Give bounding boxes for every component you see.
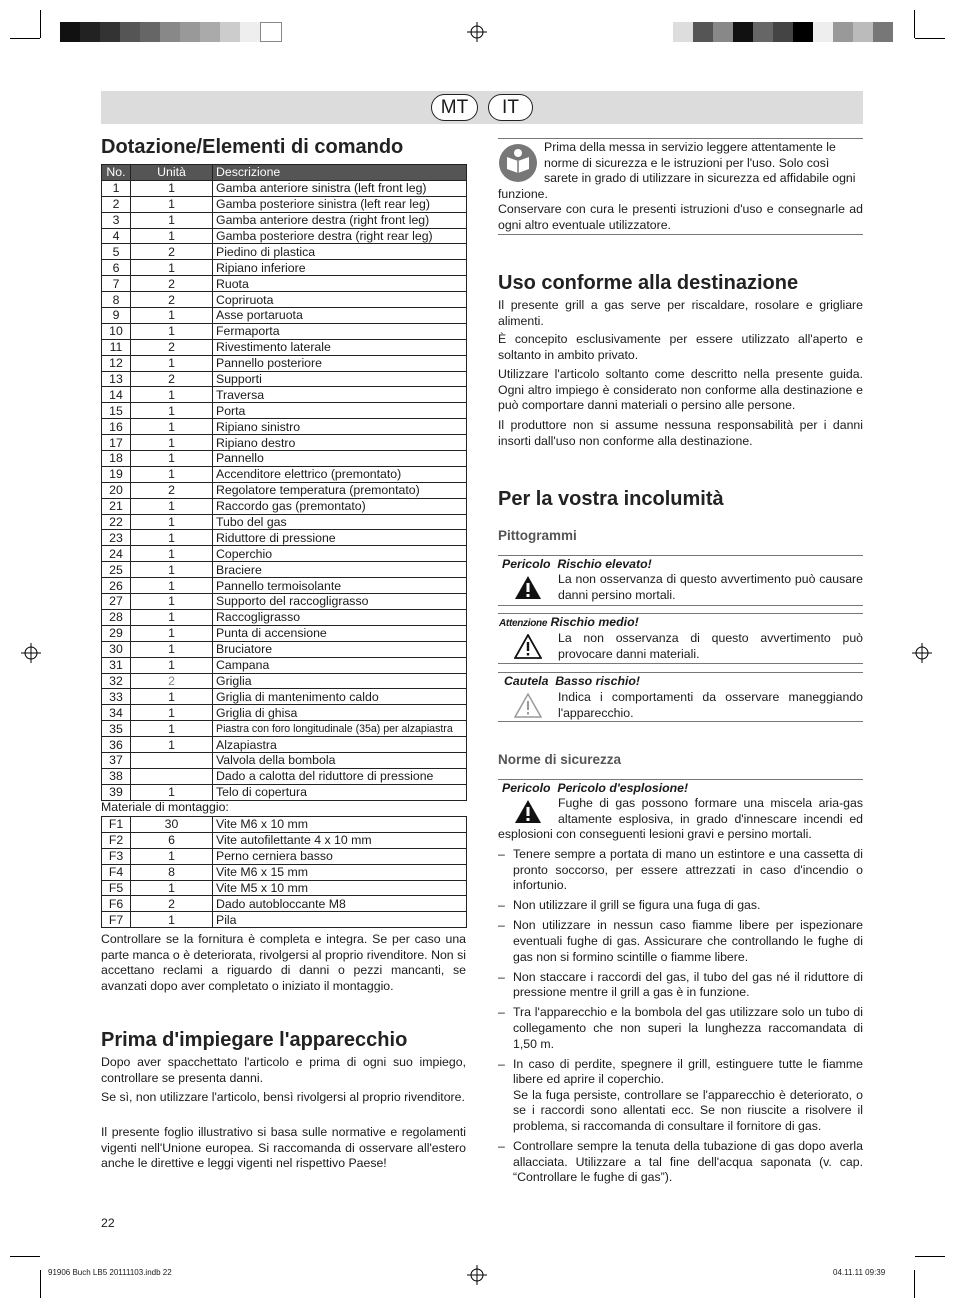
table-row xyxy=(102,689,467,705)
table-row xyxy=(102,530,467,546)
crop-mark xyxy=(10,1256,40,1257)
part-quantity: 1 xyxy=(131,180,213,196)
part-description: Gamba anteriore sinistra (left front leg) xyxy=(213,180,467,196)
table-row xyxy=(102,864,467,880)
warning-title: Rischio medio! xyxy=(550,615,639,629)
intro-text: Prima della messa in servizio leggere attentamente le norme di sicurezza e le istruzioni per l'uso. Solo così sarete in grado di utilizzare in sicurezza ed affidabile ogni funzione. xyxy=(498,140,856,201)
part-description: Regolatore temperatura (premontato) xyxy=(213,482,467,498)
part-description: Supporti xyxy=(213,371,467,387)
divider xyxy=(498,138,863,139)
warning-triangle-filled-icon xyxy=(514,799,542,824)
warning-level: Cautela xyxy=(504,674,549,688)
list-item xyxy=(498,970,863,1001)
part-number: 11 xyxy=(102,339,131,355)
warning-triangle-outline-icon xyxy=(514,634,542,659)
warning-level: Pericolo xyxy=(502,781,551,795)
part-description: Gamba anteriore destra (right front leg) xyxy=(213,212,467,228)
part-number: 13 xyxy=(102,371,131,387)
part-number: 30 xyxy=(102,641,131,657)
intended-use-paragraph: È concepito esclusivamente per essere utilizzato all'aperto e soltanto in ambito privato. xyxy=(498,332,863,362)
part-quantity: 1 xyxy=(131,308,213,324)
part-quantity: 1 xyxy=(131,689,213,705)
parts-table xyxy=(101,164,467,801)
parts-title: Dotazione/Elementi di comando xyxy=(101,136,404,158)
part-description: Raccordo gas (premontato) xyxy=(213,498,467,514)
part-quantity: 1 xyxy=(131,435,213,451)
table-row xyxy=(102,896,467,912)
divider xyxy=(498,234,863,235)
part-number: 9 xyxy=(102,308,131,324)
part-number: 18 xyxy=(102,451,131,467)
bullet-text: Non staccare i raccordi del gas, il tubo del gas né il riduttore di pressione mentre il grill a gas è in funzione. xyxy=(513,969,863,1000)
part-quantity: 1 xyxy=(131,546,213,562)
part-number: 21 xyxy=(102,498,131,514)
part-description: Piedino di plastica xyxy=(213,244,467,260)
list-item xyxy=(498,918,863,965)
mounting-label: Materiale di montaggio: xyxy=(101,800,229,814)
bullet-text: Non utilizzare il grill se figura una fuga di gas. xyxy=(513,898,761,913)
part-description: Gamba posteriore destra (right rear leg) xyxy=(213,228,467,244)
part-quantity: 1 xyxy=(131,387,213,403)
divider xyxy=(498,555,863,556)
mounting-quantity: 6 xyxy=(131,832,213,848)
before-use-paragraph: Il presente foglio illustrativo si basa sulle normative e regolamenti vigenti nell'Unione europea. Si raccomanda di osservare all'estero anche le direttive e leggi vigenti nel rispettivo Paese! xyxy=(101,1125,466,1171)
crop-mark xyxy=(914,1270,915,1298)
part-number: 39 xyxy=(102,784,131,800)
part-quantity: 1 xyxy=(131,657,213,673)
part-number: 12 xyxy=(102,355,131,371)
table-row xyxy=(102,323,467,339)
table-row xyxy=(102,419,467,435)
part-number: 4 xyxy=(102,228,131,244)
bullet-dash: – xyxy=(498,969,505,984)
mounting-code: F5 xyxy=(102,880,131,896)
safety-norms-subtitle: Norme di sicurezza xyxy=(498,752,622,767)
part-number: 25 xyxy=(102,562,131,578)
part-number: 1 xyxy=(102,180,131,196)
part-number: 38 xyxy=(102,768,131,784)
mounting-quantity: 2 xyxy=(131,896,213,912)
part-quantity: 1 xyxy=(131,578,213,594)
part-quantity: 1 xyxy=(131,403,213,419)
part-quantity: 2 xyxy=(131,276,213,292)
part-number: 22 xyxy=(102,514,131,530)
part-description: Tubo del gas xyxy=(213,514,467,530)
mounting-description: Vite M6 x 15 mm xyxy=(213,864,467,880)
part-quantity: 1 xyxy=(131,721,213,737)
safety-title: Per la vostra incolumità xyxy=(498,488,724,510)
part-number: 33 xyxy=(102,689,131,705)
warning-title: Rischio elevato! xyxy=(557,557,652,571)
part-description: Traversa xyxy=(213,387,467,403)
mounting-code: F6 xyxy=(102,896,131,912)
part-number: 8 xyxy=(102,292,131,308)
bullet-text: In caso di perdite, spegnere il grill, estinguere tutte le fiamme libere ed aprire il coperchio. xyxy=(513,1056,863,1087)
bullet-text-continued: Se la fuga persiste, controllare se l'apparecchio è deteriorato, o se i raccordi sono allentati ecc. Se non riuscite a risolvere il problema, si raccomanda di consultare il fornitore di gas. xyxy=(513,1087,863,1133)
part-quantity: 1 xyxy=(131,466,213,482)
warning-text: Fughe di gas possono formare una miscela aria-gas altamente esplosiva, in grado d'innescare incendi ed esplosioni con conseguenti lesioni gravi e persino mortali. xyxy=(498,796,863,842)
table-row xyxy=(102,880,467,896)
table-row xyxy=(102,180,467,196)
part-quantity: 1 xyxy=(131,594,213,610)
mounting-code: F1 xyxy=(102,817,131,833)
table-row xyxy=(102,625,467,641)
mounting-code: F7 xyxy=(102,912,131,928)
part-description: Braciere xyxy=(213,562,467,578)
warning-triangle-filled-icon xyxy=(514,575,542,600)
part-number: 31 xyxy=(102,657,131,673)
part-quantity: 1 xyxy=(131,196,213,212)
table-row xyxy=(102,578,467,594)
part-description: Griglia di ghisa xyxy=(213,705,467,721)
table-row xyxy=(102,562,467,578)
warning-level: Attenzione xyxy=(499,618,548,629)
part-number: 29 xyxy=(102,625,131,641)
mounting-description: Vite autofilettante 4 x 10 mm xyxy=(213,832,467,848)
part-quantity xyxy=(131,752,213,768)
part-quantity: 1 xyxy=(131,228,213,244)
part-number: 6 xyxy=(102,260,131,276)
divider xyxy=(498,672,863,673)
bullet-dash: – xyxy=(498,898,505,913)
registration-mark-icon xyxy=(21,643,41,663)
part-quantity: 2 xyxy=(131,244,213,260)
registration-mark-icon xyxy=(467,1265,487,1285)
part-description: Dado a calotta del riduttore di pressione xyxy=(213,768,467,784)
before-use-paragraph: Dopo aver spacchettato l'articolo e prima di ogni suo impiego, controllare se presenta danni. xyxy=(101,1055,466,1085)
part-description: Pannello xyxy=(213,451,467,467)
table-row xyxy=(102,228,467,244)
warning-text: La non osservanza di questo avvertimento può provocare danni materiali. xyxy=(558,631,863,661)
warning-text: La non osservanza di questo avvertimento può causare danni persino mortali. xyxy=(558,572,863,602)
crop-mark xyxy=(10,38,40,39)
registration-mark-icon xyxy=(467,22,487,42)
part-number: 19 xyxy=(102,466,131,482)
page-number: 22 xyxy=(101,1216,115,1230)
part-number: 17 xyxy=(102,435,131,451)
part-number: 34 xyxy=(102,705,131,721)
part-description: Supporto del raccogligrasso xyxy=(213,594,467,610)
part-number: 20 xyxy=(102,482,131,498)
registration-mark-icon xyxy=(912,643,932,663)
table-row xyxy=(102,387,467,403)
part-number: 24 xyxy=(102,546,131,562)
table-row xyxy=(102,355,467,371)
safety-bullet-list xyxy=(498,847,863,1190)
part-number: 2 xyxy=(102,196,131,212)
part-description: Fermaporta xyxy=(213,323,467,339)
part-number: 23 xyxy=(102,530,131,546)
table-row xyxy=(102,435,467,451)
table-row xyxy=(102,673,467,689)
part-description: Piastra con foro longitudinale (35a) per alzapiastra xyxy=(213,721,467,737)
language-bar xyxy=(101,91,863,124)
bullet-text: Tra l'apparecchio e la bombola del gas utilizzare solo un tubo di collegamento che non superi la lunghezza raccomandata di 1,50 m. xyxy=(513,1005,863,1051)
part-description: Riduttore di pressione xyxy=(213,530,467,546)
part-number: 27 xyxy=(102,594,131,610)
part-quantity: 1 xyxy=(131,562,213,578)
table-row xyxy=(102,292,467,308)
lang-it-badge: IT xyxy=(488,94,533,121)
mounting-code: F4 xyxy=(102,864,131,880)
part-quantity: 1 xyxy=(131,641,213,657)
table-row xyxy=(102,609,467,625)
part-quantity: 1 xyxy=(131,355,213,371)
mounting-description: Dado autobloccante M8 xyxy=(213,896,467,912)
bullet-text: Non utilizzare in nessun caso fiamme libere per ispezionare eventuali fughe di gas. Assicurare che controllando le fughe di gas non si formino scintille o fiamme libere. xyxy=(513,918,863,964)
col-no-header: No. xyxy=(102,165,131,181)
table-row xyxy=(102,451,467,467)
table-row xyxy=(102,641,467,657)
bullet-dash: – xyxy=(498,1005,505,1020)
table-row xyxy=(102,196,467,212)
file-info: 91906 Buch LB5 20111103.indb 22 xyxy=(48,1268,172,1277)
crop-mark xyxy=(40,10,41,38)
intended-use-paragraph: Utilizzare l'articolo soltanto come descritto nella presente guida. Ogni altro impiego è considerato non conforme alla destinazione e può comportare danni materiali o persino alle persone. xyxy=(498,367,863,413)
table-row xyxy=(102,832,467,848)
intro-text-2: Conservare con cura le presenti istruzioni d'uso e consegnarle ad ogni altro eventuale utilizzatore. xyxy=(498,202,863,232)
icon-float-spacer xyxy=(498,140,544,184)
part-description: Telo di copertura xyxy=(213,784,467,800)
table-row xyxy=(102,912,467,928)
part-quantity: 1 xyxy=(131,419,213,435)
table-row xyxy=(102,308,467,324)
list-item xyxy=(498,1057,863,1135)
explosion-warning-block xyxy=(498,796,863,843)
part-description: Copriruota xyxy=(213,292,467,308)
table-row xyxy=(102,482,467,498)
part-description: Pannello posteriore xyxy=(213,355,467,371)
mounting-table xyxy=(101,816,467,928)
part-description: Porta xyxy=(213,403,467,419)
part-description: Alzapiastra xyxy=(213,737,467,753)
part-quantity: 1 xyxy=(131,260,213,276)
table-row xyxy=(102,260,467,276)
mounting-quantity: 1 xyxy=(131,848,213,864)
mounting-code: F3 xyxy=(102,848,131,864)
part-quantity: 1 xyxy=(131,737,213,753)
part-number: 32 xyxy=(102,673,131,689)
bullet-dash: – xyxy=(498,1056,505,1071)
mounting-description: Perno cerniera basso xyxy=(213,848,467,864)
part-description: Coperchio xyxy=(213,546,467,562)
table-row xyxy=(102,705,467,721)
col-unit-header: Unità xyxy=(131,165,213,181)
divider xyxy=(498,605,863,606)
part-description: Ruota xyxy=(213,276,467,292)
table-row xyxy=(102,546,467,562)
color-calibration-bar-left xyxy=(60,22,282,47)
part-quantity: 2 xyxy=(131,339,213,355)
divider xyxy=(498,613,863,614)
table-row xyxy=(102,371,467,387)
table-row xyxy=(102,784,467,800)
list-item xyxy=(498,847,863,894)
warning-title: Pericolo d'esplosione! xyxy=(557,781,689,795)
table-row xyxy=(102,594,467,610)
part-quantity: 1 xyxy=(131,609,213,625)
divider xyxy=(498,779,863,780)
part-number: 7 xyxy=(102,276,131,292)
table-row xyxy=(102,276,467,292)
col-desc-header: Descrizione xyxy=(213,165,467,181)
table-row xyxy=(102,403,467,419)
crop-mark xyxy=(915,38,945,39)
table-row xyxy=(102,212,467,228)
mounting-description: Pila xyxy=(213,912,467,928)
part-quantity: 1 xyxy=(131,784,213,800)
part-description: Accenditore elettrico (premontato) xyxy=(213,466,467,482)
part-description: Gamba posteriore sinistra (left rear leg) xyxy=(213,196,467,212)
bullet-text: Tenere sempre a portata di mano un estintore e una cassetta di pronto soccorso, per essere attrezzati in caso d'incendio o infortunio. xyxy=(513,847,863,893)
intended-use-paragraph: Il presente grill a gas serve per riscaldare, rosolare e grigliare alimenti. xyxy=(498,298,863,328)
part-description: Punta di accensione xyxy=(213,625,467,641)
part-description: Campana xyxy=(213,657,467,673)
table-row xyxy=(102,244,467,260)
bullet-dash: – xyxy=(498,1139,505,1154)
list-item xyxy=(498,1139,863,1186)
warning-text: Indica i comportamenti da osservare maneggiando l'apparecchio. xyxy=(558,690,863,720)
part-quantity: 2 xyxy=(131,292,213,308)
part-number: 35 xyxy=(102,721,131,737)
date-info: 04.11.11 09:39 xyxy=(833,1268,886,1277)
part-description: Ripiano sinistro xyxy=(213,419,467,435)
part-number: 16 xyxy=(102,419,131,435)
part-quantity: 2 xyxy=(131,371,213,387)
part-quantity: 2 xyxy=(131,482,213,498)
part-number: 15 xyxy=(102,403,131,419)
mounting-quantity: 1 xyxy=(131,880,213,896)
table-row xyxy=(102,737,467,753)
table-row xyxy=(102,817,467,833)
table-row xyxy=(102,721,467,737)
list-item xyxy=(498,898,863,914)
part-quantity: 1 xyxy=(131,514,213,530)
part-number: 14 xyxy=(102,387,131,403)
mounting-quantity: 1 xyxy=(131,912,213,928)
warning-level: Pericolo xyxy=(502,557,551,571)
mounting-description: Vite M6 x 10 mm xyxy=(213,817,467,833)
part-quantity: 1 xyxy=(131,705,213,721)
part-quantity xyxy=(131,768,213,784)
part-description: Ripiano destro xyxy=(213,435,467,451)
mounting-quantity: 8 xyxy=(131,864,213,880)
part-number: 36 xyxy=(102,737,131,753)
warning-caution-label xyxy=(499,615,639,629)
part-quantity: 1 xyxy=(131,625,213,641)
icon-float-spacer xyxy=(498,796,558,825)
part-description: Pannello termoisolante xyxy=(213,578,467,594)
warning-explosion-label xyxy=(502,781,688,795)
intended-use-title: Uso conforme alla destinazione xyxy=(498,272,799,294)
table-row xyxy=(102,657,467,673)
table-row xyxy=(102,514,467,530)
part-description: Griglia xyxy=(213,673,467,689)
table-row xyxy=(102,466,467,482)
part-number: 5 xyxy=(102,244,131,260)
part-quantity: 1 xyxy=(131,212,213,228)
warning-title: Basso rischio! xyxy=(555,674,641,688)
part-number: 28 xyxy=(102,609,131,625)
table-row xyxy=(102,848,467,864)
part-description: Raccogligrasso xyxy=(213,609,467,625)
part-number: 3 xyxy=(102,212,131,228)
crop-mark xyxy=(40,1270,41,1298)
divider xyxy=(498,721,863,722)
warning-notice-label xyxy=(504,674,640,688)
pictograms-subtitle: Pittogrammi xyxy=(498,528,577,543)
part-description: Bruciatore xyxy=(213,641,467,657)
bullet-text: Controllare sempre la tenuta della tubazione di gas dopo averla allacciata. Utilizzare a tal fine dell'acqua saponata (v. cap. “Controllare le fughe di gas”). xyxy=(513,1139,863,1185)
mounting-description: Vite M5 x 10 mm xyxy=(213,880,467,896)
divider xyxy=(498,663,863,664)
table-row xyxy=(102,339,467,355)
part-number: 26 xyxy=(102,578,131,594)
before-use-title: Prima d'impiegare l'apparecchio xyxy=(101,1029,408,1051)
warning-danger-label xyxy=(502,557,652,571)
intro-block xyxy=(498,140,863,234)
part-description: Griglia di mantenimento caldo xyxy=(213,689,467,705)
bullet-dash: – xyxy=(498,847,505,861)
part-quantity: 1 xyxy=(131,451,213,467)
table-row xyxy=(102,498,467,514)
bullet-dash: – xyxy=(498,918,505,933)
part-quantity: 1 xyxy=(131,530,213,546)
part-description: Rivestimento laterale xyxy=(213,339,467,355)
intended-use-paragraph: Il produttore non si assume nessuna responsabilità per i danni insorti dall'uso non conforme alla destinazione. xyxy=(498,418,863,448)
mounting-code: F2 xyxy=(102,832,131,848)
table-row xyxy=(102,752,467,768)
warning-triangle-light-icon xyxy=(514,693,542,718)
part-number: 37 xyxy=(102,752,131,768)
list-item xyxy=(498,1005,863,1052)
lang-mt-badge: MT xyxy=(431,94,478,121)
before-use-paragraph: Se sì, non utilizzare l'articolo, bensì rivolgersi al proprio rivenditore. xyxy=(101,1090,465,1104)
crop-mark xyxy=(915,1256,945,1257)
part-number: 10 xyxy=(102,323,131,339)
part-description: Valvola della bombola xyxy=(213,752,467,768)
table-row xyxy=(102,768,467,784)
color-calibration-bar-right xyxy=(673,22,893,47)
part-quantity: 2 xyxy=(131,673,213,689)
part-description: Asse portaruota xyxy=(213,308,467,324)
check-text: Controllare se la fornitura è completa e integra. Se per caso una parte manca o è deteriorata, rivolgersi al proprio rivenditore. Non si accettano reclami a riguardo di danni o pezzi mancanti, se avanzati dopo aver completato o iniziato il montaggio. xyxy=(101,932,466,993)
part-quantity: 1 xyxy=(131,498,213,514)
part-description: Ripiano inferiore xyxy=(213,260,467,276)
mounting-quantity: 30 xyxy=(131,817,213,833)
crop-mark xyxy=(914,10,915,38)
part-quantity: 1 xyxy=(131,323,213,339)
